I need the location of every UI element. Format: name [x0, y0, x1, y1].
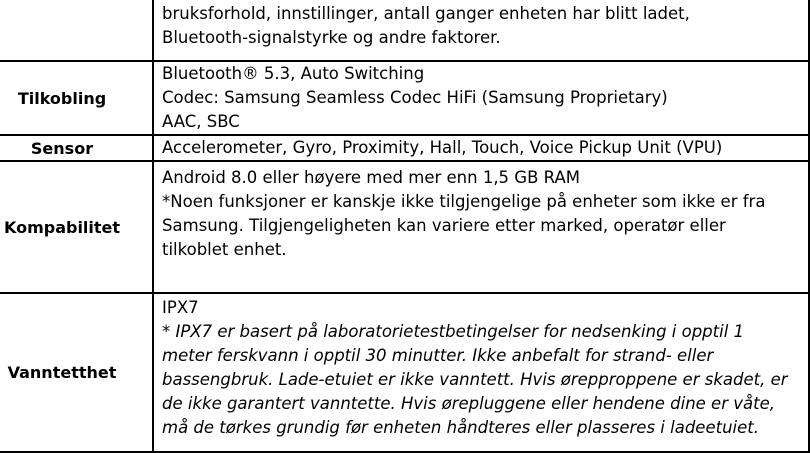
value-line: bruksforhold, innstillinger, antall ganger enheten har blitt ladet,: [162, 4, 690, 23]
footnote-line: meter ferskvann i opptil 30 minutter. Ikke anbefalt for strand- eller: [162, 346, 714, 365]
footnote-line: * IPX7 er basert på laboratorietestbetingelser for nedsenking i opptil 1: [162, 322, 745, 341]
row-label: Tilkobling: [0, 61, 153, 135]
row-label: [0, 0, 153, 61]
table-row-water-resistance: [0, 293, 809, 452]
value-line: Bluetooth® 5.3, Auto Switching: [162, 64, 425, 83]
value-line: Codec: Samsung Seamless Codec HiFi (Samsung Proprietary): [162, 88, 668, 107]
row-label: Vanntetthet: [0, 293, 153, 452]
footnote-line: de ikke garantert vanntette. Hvis ørepluggene eller hendene dine er våte,: [162, 394, 775, 413]
footnote-line: bassengbruk. Lade-etuiet er ikke vanntett. Hvis ørepproppene er skadet, er: [162, 370, 788, 389]
value-line: tilkoblet enhet.: [162, 240, 287, 259]
table-row-connectivity: [0, 61, 809, 135]
footnote-line: må de tørkes grundig før enheten håndteres eller plasseres i ladeetuiet.: [162, 418, 759, 437]
value-line: Bluetooth-signalstyrke og andre faktorer.: [162, 28, 501, 47]
table-row-battery-note: [0, 0, 809, 61]
row-label: Sensor: [0, 135, 153, 161]
row-value: [153, 293, 809, 452]
row-value: [153, 161, 809, 293]
value-line: Samsung. Tilgjengeligheten kan variere etter marked, operatør eller: [162, 216, 726, 235]
value-line: *Noen funksjoner er kanskje ikke tilgjengelige på enheter som ikke er fra: [162, 192, 766, 211]
value-line: IPX7: [162, 298, 199, 317]
value-line: Accelerometer, Gyro, Proximity, Hall, Touch, Voice Pickup Unit (VPU): [162, 138, 723, 157]
row-value: [153, 135, 809, 161]
table-row-sensor: [0, 135, 809, 161]
row-label: Kompabilitet: [0, 161, 153, 293]
value-line: Android 8.0 eller høyere med mer enn 1,5 GB RAM: [162, 168, 580, 187]
row-value: [153, 61, 809, 135]
row-value: [153, 0, 809, 61]
table-row-compatibility: [0, 161, 809, 293]
value-line: AAC, SBC: [162, 112, 240, 131]
